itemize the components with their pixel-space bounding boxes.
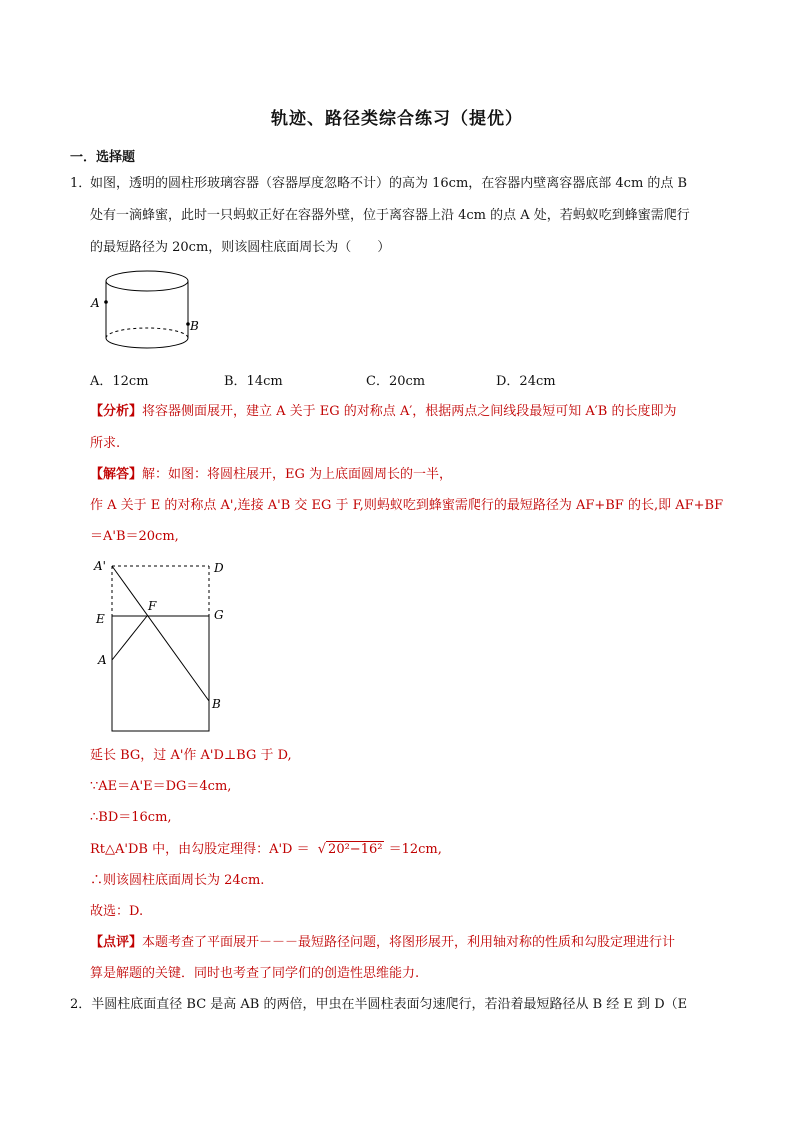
unfolded-figure	[90, 556, 240, 736]
option-a: A．12cm	[90, 374, 149, 389]
q1-text-line1: 如图，透明的圆柱形玻璃容器（容器厚度忽略不计）的高为 16cm，在容器内壁离容器底部 4cm 的点 B	[90, 176, 688, 191]
solution-step3: ∴BD＝16cm,	[90, 810, 172, 825]
solution-step1: 延长 BG，过 A'作 A'D⊥BG 于 D,	[90, 748, 292, 763]
fig-label-f: F	[148, 599, 157, 613]
solution-step4-pre: Rt△A'DB 中，由勾股定理得：A'D ＝	[90, 842, 310, 857]
q1-number: 1．	[70, 176, 92, 191]
solution-line3: ＝A'B＝20cm,	[90, 529, 179, 544]
solution-line1: 解：如图：将圆柱展开，EG 为上底面圆周长的一半，	[142, 467, 453, 482]
solution-step4-radicand: 20²−16²	[328, 842, 383, 857]
section-heading: 一．选择题	[70, 150, 136, 165]
fig-label-g: G	[214, 608, 224, 622]
fig-label-e: E	[96, 612, 105, 626]
q1-text-line2: 处有一滴蜂蜜，此时一只蚂蚁正好在容器外壁，位于离容器上沿 4cm 的点 A 处，若蚂蚁吃到蜂蜜需爬行	[90, 208, 690, 223]
option-d: D．24cm	[496, 374, 556, 389]
comment-tag: 【点评】	[90, 935, 143, 950]
cylinder-figure	[84, 264, 214, 360]
comment-line2: 算是解题的关键．同时也考查了同学们的创造性思维能力.	[90, 966, 420, 981]
analysis-tag: 【分析】	[90, 404, 143, 419]
option-c: C．20cm	[366, 374, 426, 389]
cylinder-label-a: A	[91, 296, 100, 310]
option-b: B．14cm	[224, 374, 283, 389]
fig-label-a-prime: A'	[94, 559, 106, 573]
solution-step5: ∴则该圆柱底面周长为 24cm.	[90, 873, 265, 888]
q1-text-line3: 的最短路径为 20cm，则该圆柱底面周长为（ ）	[90, 240, 391, 255]
analysis-line2: 所求.	[90, 436, 121, 451]
fig-label-d: D	[214, 561, 224, 575]
comment-line1: 本题考查了平面展开－－－最短路径问题，将图形展开，利用轴对称的性质和勾股定理进行计	[142, 935, 676, 950]
page-title: 轨迹、路径类综合练习（提优）	[271, 109, 523, 129]
solution-step4-post: ＝12cm,	[388, 842, 442, 857]
solution-choice: 故选：D.	[90, 904, 144, 919]
solution-line2: 作 A 关于 E 的对称点 A',连接 A'B 交 EG 于 F,则蚂蚁吃到蜂蜜需爬行的最短路径为 AF+BF 的长,即 AF+BF	[90, 498, 724, 513]
q2-text-line1: 2．半圆柱底面直径 BC 是高 AB 的两倍，甲虫在半圆柱表面匀速爬行，若沿着最短路径从 B 经 E 到 D（E	[70, 997, 688, 1012]
solution-step2: ∵AE＝A'E＝DG＝4cm,	[90, 779, 232, 794]
cylinder-label-b: B	[190, 319, 199, 333]
fig-label-b: B	[212, 697, 221, 711]
analysis-line1: 将容器侧面展开，建立 A 关于 EG 的对称点 A′，根据两点之间线段最短可知 A′B 的长度即为	[142, 404, 677, 419]
solution-tag: 【解答】	[90, 467, 143, 482]
fig-label-a: A	[98, 653, 107, 667]
